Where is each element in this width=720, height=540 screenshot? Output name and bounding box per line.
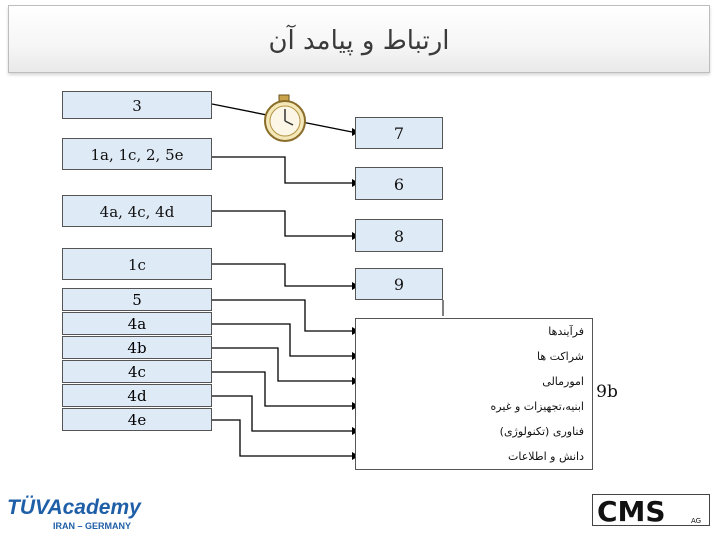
logo-left-text: TÜVAcademy (7, 496, 141, 519)
left-stack (62, 288, 212, 432)
right-box-9-label: 9 (393, 275, 405, 294)
right-box-6 (355, 167, 443, 200)
connector-4c-to-proc4 (212, 372, 352, 406)
stopwatch-icon (265, 95, 305, 141)
right-box-7 (355, 117, 443, 149)
left-box-1a-label: 1a, 1c, 2, 5e (90, 146, 184, 164)
connector-5-to-proc1 (212, 300, 352, 331)
connector-1c-to-9 (212, 264, 352, 286)
stack-item-4e: 4e (62, 408, 212, 431)
page-title: ارتباط و پیامد آن (268, 26, 450, 56)
stack-item-4a: 4a (62, 312, 212, 335)
connector-4e-to-proc6 (212, 420, 352, 456)
connector-4d-to-proc5 (212, 396, 352, 431)
left-box-1c-label: 1c (128, 256, 146, 274)
stack-item-4b: 4b (62, 336, 212, 359)
left-box-3 (62, 91, 212, 119)
logo-right-text: CMS (597, 495, 666, 525)
stack-item-5: 5 (62, 288, 212, 311)
left-box-4a-label: 4a, 4c, 4d (99, 203, 175, 221)
left-box-1c (62, 248, 212, 280)
logo-right-suffix: AG (691, 517, 702, 525)
connector-4a-to-proc2 (212, 324, 352, 356)
stack-item-4c: 4c (62, 360, 212, 383)
right-box-9 (355, 268, 443, 300)
right-box-7-label: 7 (393, 124, 405, 143)
logo-left-subtext: IRAN – GERMANY (53, 521, 132, 531)
process-item: ابنیه،تجهیزات و غیره (490, 400, 584, 413)
right-box-6-label: 6 (393, 175, 405, 194)
process-list (355, 318, 593, 470)
cms-logo (592, 494, 710, 526)
process-item: دانش و اطلاعات (508, 450, 584, 463)
stack-item-4d: 4d (62, 384, 212, 407)
connector-1a-to-6 (212, 157, 352, 183)
process-item: شراکت ها (536, 350, 584, 363)
left-box-1a (62, 138, 212, 170)
connector-4a-to-8 (212, 211, 352, 236)
left-box-3-label: 3 (132, 97, 142, 115)
right-box-8 (355, 219, 443, 252)
right-box-8-label: 8 (393, 227, 405, 246)
process-item: فرآیندها (548, 325, 584, 338)
badge-9b: 9b (596, 382, 618, 402)
left-box-4a (62, 195, 212, 227)
tuv-academy-logo (5, 488, 155, 533)
connector-4b-to-proc3 (212, 348, 352, 381)
process-item: فناوری (تکنولوژی) (499, 425, 584, 438)
process-item: امورمالی (542, 375, 584, 388)
